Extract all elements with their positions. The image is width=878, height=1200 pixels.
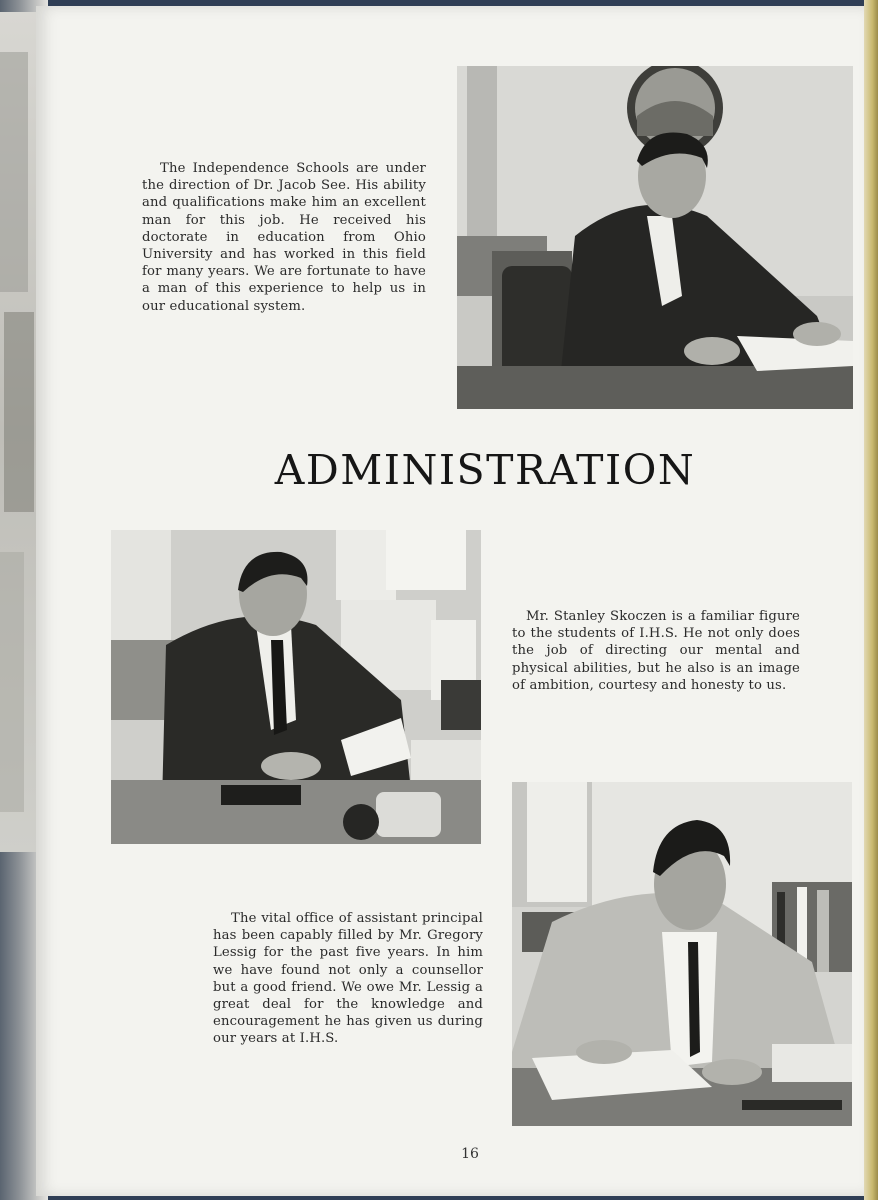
page-heading: ADMINISTRATION: [274, 446, 696, 494]
principal-photo: [111, 530, 481, 844]
superintendent-caption: The Independence Schools are under the direction of Dr. Jacob See. His ability and qualifications make him an excellent man for this job. He received his doctorate in education from Ohio University and has worked in this field for many years. We are fortunate to have a man of this experience to help us in our educational system.: [142, 161, 426, 314]
page-edge-right: [864, 0, 878, 1200]
superintendent-photo: [457, 66, 853, 409]
previous-page-edge: [0, 12, 40, 852]
principal-caption: Mr. Stanley Skoczen is a familiar figure to the students of I.H.S. He not only does the job of directing our mental and physical abilities, but he also is an image of ambition, courtesy and honesty to us.: [512, 609, 800, 693]
assistant-principal-photo: [512, 782, 852, 1126]
page-number: 16: [461, 1146, 479, 1162]
assistant-principal-caption: The vital office of assistant principal has been capably filled by Mr. Gregory Lessig for the past five years. In him we have found not only a counsellor but a good friend. We owe Mr. Lessig a great deal for the knowledge and encouragement he has given us during our years at I.H.S.: [213, 911, 483, 1047]
